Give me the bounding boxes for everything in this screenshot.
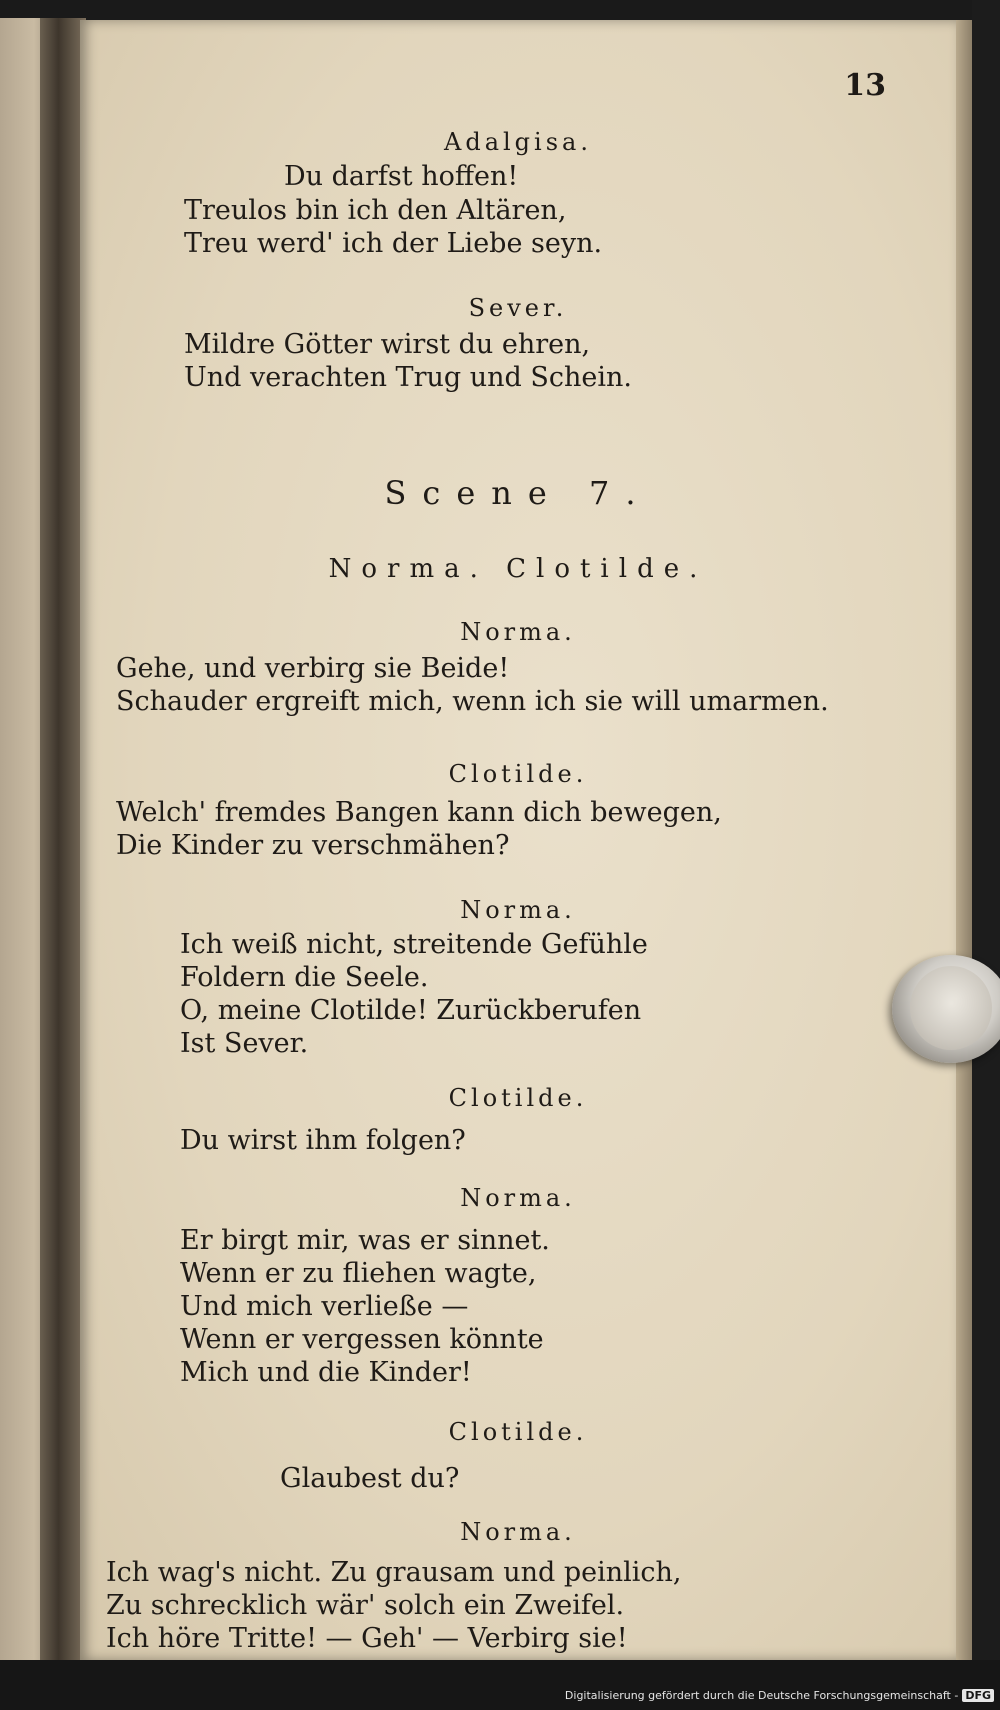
- speaker-sever: Sever.: [468, 294, 568, 322]
- verse-block: [280, 1462, 459, 1495]
- speaker-clotilde: Clotilde.: [448, 760, 588, 788]
- verse-line: Welch' fremdes Bangen kann dich bewegen,: [116, 797, 722, 828]
- speaker-norma: Norma.: [460, 1184, 576, 1212]
- book-page: [80, 20, 956, 1660]
- verse-line: Mich und die Kinder!: [180, 1357, 472, 1388]
- verse-line: Du wirst ihm folgen?: [180, 1125, 466, 1156]
- verse-line: Und verachten Trug und Schein.: [184, 362, 632, 393]
- verse-line: Schauder ergreift mich, wenn ich sie will umarmen.: [116, 686, 829, 717]
- verse-line: Ich wag's nicht. Zu grausam und peinlich,: [106, 1557, 682, 1588]
- verse-line: Und mich verließe —: [180, 1291, 469, 1322]
- verse-line: Foldern die Seele.: [180, 962, 429, 993]
- verse-line: Ich weiß nicht, streitende Gefühle: [180, 929, 648, 960]
- speaker-adalgisa: Adalgisa.: [444, 128, 592, 156]
- bottom-border: [0, 1660, 1000, 1710]
- verse-line: Treulos bin ich den Altären,: [184, 195, 567, 226]
- verse-block: [184, 328, 632, 394]
- page-edge: [956, 20, 972, 1660]
- credit-text: Digitalisierung gefördert durch die Deutsche Forschungsgemeinschaft -: [564, 1689, 959, 1702]
- verse-block: [184, 194, 602, 260]
- verse-block: [284, 160, 518, 193]
- verse-block: [116, 652, 829, 718]
- cast-list: Norma. Clotilde.: [328, 554, 708, 584]
- page-clip-lens: [910, 966, 992, 1050]
- speaker-norma: Norma.: [460, 618, 576, 646]
- verse-line: Zu schrecklich wär' solch ein Zweifel.: [106, 1590, 625, 1621]
- speaker-norma: Norma.: [460, 1518, 576, 1546]
- speaker-norma: Norma.: [460, 896, 576, 924]
- verse-block: [180, 1224, 550, 1389]
- verse-line: Ist Sever.: [180, 1028, 309, 1059]
- right-border: [972, 0, 1000, 1710]
- verse-line: O, meine Clotilde! Zurückberufen: [180, 995, 642, 1026]
- page-number: 13: [844, 68, 886, 103]
- speaker-clotilde: Clotilde.: [448, 1418, 588, 1446]
- verse-line: Glaubest du?: [280, 1463, 460, 1494]
- dfg-logo-icon: DFG: [962, 1689, 994, 1702]
- verse-block: [180, 928, 648, 1060]
- digitization-credit: [565, 1689, 994, 1702]
- verse-block: [116, 796, 722, 862]
- speaker-clotilde: Clotilde.: [448, 1084, 588, 1112]
- verse-line: Mildre Götter wirst du ehren,: [184, 329, 591, 360]
- verse-line: Die Kinder zu verschmähen?: [116, 830, 510, 861]
- verse-block: [180, 1124, 466, 1157]
- verse-block: [106, 1556, 682, 1655]
- verse-line: Er birgt mir, was er sinnet.: [180, 1225, 550, 1256]
- scene-heading: Scene 7.: [384, 474, 652, 512]
- verse-line: Ich höre Tritte! — Geh' — Verbirg sie!: [106, 1623, 628, 1654]
- verse-line: Gehe, und verbirg sie Beide!: [116, 653, 510, 684]
- verse-line: Treu werd' ich der Liebe seyn.: [184, 228, 603, 259]
- top-border: [0, 0, 1000, 20]
- verse-line: Du darfst hoffen!: [284, 161, 519, 192]
- verse-line: Wenn er zu fliehen wagte,: [180, 1258, 537, 1289]
- verse-line: Wenn er vergessen könnte: [180, 1324, 544, 1355]
